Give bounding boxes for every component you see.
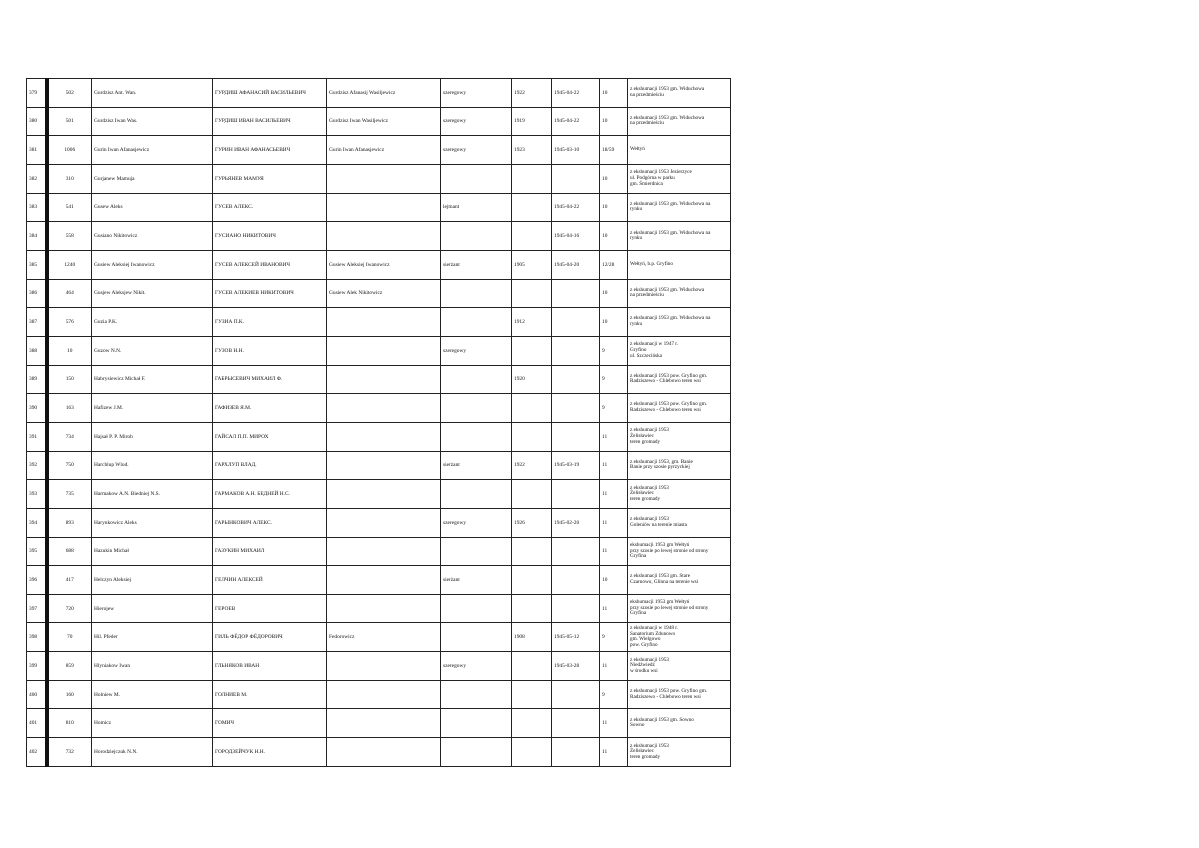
name-alternate-cell [327, 365, 441, 394]
name-alternate-cell [327, 537, 441, 566]
table-body [27, 79, 731, 767]
table-row [27, 422, 731, 451]
row-number-cell: 402 [27, 738, 47, 767]
rank-cell [441, 365, 512, 394]
name-cyrillic-cell: ГАЙСАЛ П.П. МИРОХ [213, 422, 327, 451]
rank-cell [441, 594, 512, 623]
section-cell: 9 [600, 365, 628, 394]
record-id-cell: 163 [47, 394, 92, 423]
name-polish-cell: Gusiano Nikitowicz [92, 222, 213, 251]
row-number-cell: 396 [27, 566, 47, 595]
name-polish-cell: Horodziejczuk N.N. [92, 738, 213, 767]
name-polish-cell: Guzia P.K. [92, 308, 213, 337]
name-polish-cell: Hil. Pfeder [92, 623, 213, 652]
record-id-cell: 417 [47, 566, 92, 595]
death-date-cell [552, 738, 600, 767]
rank-cell [441, 308, 512, 337]
name-cyrillic-cell: ГУРДИШ ИВАН ВАСИЛЬЕВИЧ [213, 107, 327, 136]
row-number-cell: 380 [27, 107, 47, 136]
death-date-cell [552, 566, 600, 595]
name-cyrillic-cell: ГУЗОВ Н.Н. [213, 336, 327, 365]
row-number-cell: 398 [27, 623, 47, 652]
table-row [27, 279, 731, 308]
death-date-cell [552, 422, 600, 451]
row-number-cell: 383 [27, 193, 47, 222]
rank-cell: szeregowy [441, 652, 512, 681]
rank-cell: lejtnant [441, 193, 512, 222]
name-cyrillic-cell: ГУРЬЯНЕВ МАМУЯ [213, 164, 327, 193]
name-polish-cell: Helczyn Aleksiej [92, 566, 213, 595]
row-number-cell: 379 [27, 79, 47, 108]
table-row [27, 222, 731, 251]
row-number-cell: 391 [27, 422, 47, 451]
rank-cell: szeregowy [441, 107, 512, 136]
section-cell: 11 [600, 738, 628, 767]
section-cell: 11 [600, 537, 628, 566]
birth-year-cell [512, 164, 552, 193]
death-date-cell [552, 308, 600, 337]
notes-cell: z ekshumacji 1953 Żelisławiec teren gromady [628, 480, 731, 509]
notes-cell: z ekshumacji 1953 Jezierzyce ul. Podgórna w parku gm. Śmierdnica [628, 164, 731, 193]
record-id-cell: 750 [47, 451, 92, 480]
name-polish-cell: Hafizew J.M. [92, 394, 213, 423]
name-polish-cell: Hierojew [92, 594, 213, 623]
name-cyrillic-cell: ГАФИЗЕВ Я.М. [213, 394, 327, 423]
record-id-cell: 735 [47, 480, 92, 509]
record-id-cell: 160 [47, 680, 92, 709]
section-cell: 9 [600, 623, 628, 652]
notes-cell: z ekshumacji 1953 gm. Sowno Sowno [628, 709, 731, 738]
notes-cell: z ekshumacji w 1948 r. Sanatorium Zdunowo gm. Wielgowo pow. Gryfino [628, 623, 731, 652]
name-alternate-cell [327, 222, 441, 251]
name-alternate-cell: Fedorowicz [327, 623, 441, 652]
birth-year-cell: 1922 [512, 451, 552, 480]
rank-cell [441, 738, 512, 767]
notes-cell: z ekshumacji 1953 gm. Widuchowa na przedmieściu [628, 279, 731, 308]
birth-year-cell: 1920 [512, 365, 552, 394]
name-alternate-cell: Gusiew Alek Nikitowicz [327, 279, 441, 308]
name-alternate-cell [327, 566, 441, 595]
record-id-cell: 893 [47, 508, 92, 537]
section-cell: 10 [600, 107, 628, 136]
death-date-cell [552, 480, 600, 509]
notes-cell: z ekshumacji 1953 gm. Widuchowa na rynku [628, 308, 731, 337]
name-cyrillic-cell: ГУРДИШ АФАНАСИЙ ВАСИЛЬЕВИЧ [213, 79, 327, 108]
section-cell: 10 [600, 79, 628, 108]
table-row [27, 680, 731, 709]
record-id-cell: 10 [47, 336, 92, 365]
record-id-cell: 150 [47, 365, 92, 394]
birth-year-cell [512, 480, 552, 509]
record-id-cell: 541 [47, 193, 92, 222]
name-alternate-cell [327, 738, 441, 767]
rank-cell: szeregowy [441, 336, 512, 365]
name-alternate-cell [327, 394, 441, 423]
name-alternate-cell: Gusiew Aleksiej Iwanowicz [327, 250, 441, 279]
row-number-cell: 387 [27, 308, 47, 337]
notes-cell: z ekshumacji 1953 pow. Gryfino gm. Radziszewo - Chlebowo teren wsi [628, 365, 731, 394]
rank-cell [441, 422, 512, 451]
birth-year-cell: 1926 [512, 508, 552, 537]
section-cell: 11 [600, 508, 628, 537]
name-cyrillic-cell: ГОЛНИЕВ М. [213, 680, 327, 709]
row-number-cell: 392 [27, 451, 47, 480]
name-cyrillic-cell: ГЕРОЕВ [213, 594, 327, 623]
name-polish-cell: Gurjanew Mamuja [92, 164, 213, 193]
rank-cell [441, 709, 512, 738]
section-cell: 10 [600, 308, 628, 337]
record-id-cell: 1006 [47, 136, 92, 165]
name-polish-cell: Hlyniakow Iwan [92, 652, 213, 681]
row-number-cell: 389 [27, 365, 47, 394]
rank-cell [441, 537, 512, 566]
notes-cell: z ekshumacji 1953 Żelisławiec teren gromady [628, 738, 731, 767]
death-date-cell: 1945-03-10 [552, 136, 600, 165]
death-date-cell: 1945-04-20 [552, 250, 600, 279]
row-number-cell: 388 [27, 336, 47, 365]
section-cell: 9 [600, 680, 628, 709]
name-polish-cell: Gurdzisz Ant. Wan. [92, 79, 213, 108]
table-row [27, 164, 731, 193]
notes-cell: z ekshumacji 1953 gm. Widuchowa na rynku [628, 222, 731, 251]
name-alternate-cell: Gurdzisz Iwan Wasiljewicz [327, 107, 441, 136]
record-id-cell: 720 [47, 594, 92, 623]
row-number-cell: 393 [27, 480, 47, 509]
row-number-cell: 394 [27, 508, 47, 537]
death-date-cell: 1945-04-22 [552, 79, 600, 108]
rank-cell [441, 164, 512, 193]
birth-year-cell [512, 566, 552, 595]
name-alternate-cell [327, 652, 441, 681]
name-alternate-cell [327, 709, 441, 738]
death-date-cell: 1945-03-28 [552, 652, 600, 681]
rank-cell [441, 480, 512, 509]
rank-cell: szeregowy [441, 508, 512, 537]
table-row [27, 394, 731, 423]
birth-year-cell: 1923 [512, 136, 552, 165]
birth-year-cell [512, 652, 552, 681]
rank-cell [441, 222, 512, 251]
name-alternate-cell [327, 336, 441, 365]
record-id-cell: 1240 [47, 250, 92, 279]
burial-register-table [26, 78, 731, 767]
name-cyrillic-cell: ГОМИЧ [213, 709, 327, 738]
name-polish-cell: Gusew Aleks [92, 193, 213, 222]
notes-cell: z ekshumacji 1953 Goleniów na terenie miasta [628, 508, 731, 537]
notes-cell: z ekshumacji 1953, gm. Banie Banie przy szosie pyrzyckiej [628, 451, 731, 480]
notes-cell: z ekshumacji 1953 pow. Gryfino gm. Radziszewo - Chlebowo teren wsi [628, 394, 731, 423]
birth-year-cell [512, 709, 552, 738]
name-polish-cell: Harchlup Wlod. [92, 451, 213, 480]
notes-cell: Wełtyń [628, 136, 731, 165]
record-id-cell: 734 [47, 422, 92, 451]
name-polish-cell: Harmakow A.N. Biedniej N.S. [92, 480, 213, 509]
birth-year-cell [512, 193, 552, 222]
record-id-cell: 810 [47, 709, 92, 738]
rank-cell [441, 394, 512, 423]
death-date-cell [552, 365, 600, 394]
death-date-cell [552, 537, 600, 566]
section-cell: 9 [600, 336, 628, 365]
name-alternate-cell: Gurin Iwan Afanasjewicz [327, 136, 441, 165]
record-id-cell: 310 [47, 164, 92, 193]
name-cyrillic-cell: ГАБРЫСЕВИЧ МИХАИЛ Ф. [213, 365, 327, 394]
section-cell: 10 [600, 222, 628, 251]
birth-year-cell: 1922 [512, 79, 552, 108]
record-id-cell: 501 [47, 107, 92, 136]
rank-cell [441, 623, 512, 652]
rank-cell: szeregowy [441, 79, 512, 108]
name-polish-cell: Holniew M. [92, 680, 213, 709]
record-id-cell: 70 [47, 623, 92, 652]
name-polish-cell: Gusiew Aleksiej Iwanowicz [92, 250, 213, 279]
name-polish-cell: Gurdzisz Iwan Was. [92, 107, 213, 136]
name-cyrillic-cell: ГУСЕВ АЛЕКС. [213, 193, 327, 222]
notes-cell: ekshumacji 1953 gm Wełtyń przy szosie po lewej stronie od strony Gryfina [628, 537, 731, 566]
death-date-cell: 1945-03-19 [552, 451, 600, 480]
notes-cell: z ekshumacji w 1947 r. Gryfino ul. Szczecińska [628, 336, 731, 365]
name-cyrillic-cell: ГИЛЬ ФЁДОР ФЁДОРОВИЧ [213, 623, 327, 652]
notes-cell: Wełtyń, b.p. Gryfino [628, 250, 731, 279]
rank-cell [441, 680, 512, 709]
name-polish-cell: Harynkowicz Aleks [92, 508, 213, 537]
table-row [27, 136, 731, 165]
birth-year-cell [512, 680, 552, 709]
name-cyrillic-cell: ГАЗУКИН МИХАИЛ [213, 537, 327, 566]
record-id-cell: 732 [47, 738, 92, 767]
name-polish-cell: Gurin Iwan Afanasjewicz [92, 136, 213, 165]
name-cyrillic-cell: ГУСИАНО НИКИТОВИЧ [213, 222, 327, 251]
name-alternate-cell [327, 193, 441, 222]
name-cyrillic-cell: ГУСЕВ АЛЕКИЕВ НИКИТОВИЧ [213, 279, 327, 308]
name-alternate-cell [327, 164, 441, 193]
row-number-cell: 390 [27, 394, 47, 423]
notes-cell: z ekshumacji 1953 Żelisławiec teren gromady [628, 422, 731, 451]
section-cell: 10 [600, 566, 628, 595]
row-number-cell: 399 [27, 652, 47, 681]
table-row [27, 738, 731, 767]
notes-cell: z ekshumacji 1953 gm. Widuchowa na rynku [628, 193, 731, 222]
table-row [27, 107, 731, 136]
table-row [27, 623, 731, 652]
row-number-cell: 382 [27, 164, 47, 193]
table-row [27, 480, 731, 509]
birth-year-cell [512, 594, 552, 623]
death-date-cell: 1945-05-12 [552, 623, 600, 652]
notes-cell: z ekshumacji 1953 pow. Gryfino gm. Radziszewo - Chlebowo teren wsi [628, 680, 731, 709]
death-date-cell: 1945-04-22 [552, 107, 600, 136]
notes-cell: z ekshumacji 1953 gm. Widuchowa na przedmieściu [628, 79, 731, 108]
row-number-cell: 400 [27, 680, 47, 709]
section-cell: 18/59 [600, 136, 628, 165]
section-cell: 11 [600, 709, 628, 738]
name-cyrillic-cell: ГУЗИА П.К. [213, 308, 327, 337]
name-cyrillic-cell: ГОРОДЗЕЙЧУК Н.Н. [213, 738, 327, 767]
record-id-cell: 859 [47, 652, 92, 681]
record-id-cell: 688 [47, 537, 92, 566]
section-cell: 12/28 [600, 250, 628, 279]
name-cyrillic-cell: ГУРИН ИВАН АФАНАСЬЕВИЧ [213, 136, 327, 165]
death-date-cell [552, 709, 600, 738]
name-cyrillic-cell: ГЛЬНЯКОВ ИВАН [213, 652, 327, 681]
name-alternate-cell [327, 480, 441, 509]
death-date-cell [552, 394, 600, 423]
section-cell: 10 [600, 193, 628, 222]
section-cell: 11 [600, 451, 628, 480]
birth-year-cell [512, 279, 552, 308]
section-cell: 11 [600, 480, 628, 509]
name-alternate-cell [327, 451, 441, 480]
table-row [27, 365, 731, 394]
record-id-cell: 502 [47, 79, 92, 108]
row-number-cell: 385 [27, 250, 47, 279]
name-polish-cell: Homicz [92, 709, 213, 738]
birth-year-cell: 1905 [512, 250, 552, 279]
notes-cell: z ekshumacji 1953 gm. Widuchowa na przedmieściu [628, 107, 731, 136]
name-alternate-cell: Gurdzisz Afanasij Wasiljewicz [327, 79, 441, 108]
section-cell: 10 [600, 279, 628, 308]
rank-cell: sierżant [441, 566, 512, 595]
table-row [27, 652, 731, 681]
death-date-cell: 1945-04-16 [552, 222, 600, 251]
table-row [27, 451, 731, 480]
rank-cell: sierżant [441, 451, 512, 480]
name-alternate-cell [327, 680, 441, 709]
table-row [27, 594, 731, 623]
section-cell: 11 [600, 652, 628, 681]
name-alternate-cell [327, 594, 441, 623]
notes-cell: ekshumacji 1953 gm Wełtyń przy szosie po lewej stronie od strony Gryfina [628, 594, 731, 623]
table-row [27, 250, 731, 279]
name-cyrillic-cell: ГАРЫНКОВИЧ АЛЕКС. [213, 508, 327, 537]
death-date-cell [552, 336, 600, 365]
death-date-cell: 1945-04-22 [552, 193, 600, 222]
birth-year-cell [512, 537, 552, 566]
notes-cell: z ekshumacji 1953 gm. Stare Czarnowo, Glinna na terenie wsi [628, 566, 731, 595]
row-number-cell: 384 [27, 222, 47, 251]
name-polish-cell: Hazukin Michał [92, 537, 213, 566]
table-row [27, 566, 731, 595]
death-date-cell [552, 164, 600, 193]
death-date-cell: 1945-02-20 [552, 508, 600, 537]
birth-year-cell [512, 394, 552, 423]
table-row [27, 308, 731, 337]
row-number-cell: 386 [27, 279, 47, 308]
row-number-cell: 395 [27, 537, 47, 566]
name-alternate-cell [327, 422, 441, 451]
name-polish-cell: Hajsał P. P. Mirob [92, 422, 213, 451]
section-cell: 10 [600, 164, 628, 193]
name-polish-cell: Gusjew Aleksjew Nikit. [92, 279, 213, 308]
notes-cell: z ekshumacji 1953 Niedźwiedź w środku wsi [628, 652, 731, 681]
section-cell: 9 [600, 394, 628, 423]
row-number-cell: 401 [27, 709, 47, 738]
name-cyrillic-cell: ГАРМАКОВ А.Н. БЕДНЕЙ Н.С. [213, 480, 327, 509]
death-date-cell [552, 680, 600, 709]
table-row [27, 79, 731, 108]
birth-year-cell [512, 422, 552, 451]
rank-cell: szeregowy [441, 136, 512, 165]
rank-cell [441, 279, 512, 308]
birth-year-cell: 1908 [512, 623, 552, 652]
name-cyrillic-cell: ГЕЛЧИН АЛЕКСЕЙ [213, 566, 327, 595]
birth-year-cell [512, 738, 552, 767]
name-alternate-cell [327, 308, 441, 337]
rank-cell: sierżant [441, 250, 512, 279]
section-cell: 11 [600, 422, 628, 451]
section-cell: 11 [600, 594, 628, 623]
birth-year-cell: 1919 [512, 107, 552, 136]
name-polish-cell: Habrysiewicz Michał F. [92, 365, 213, 394]
table-row [27, 193, 731, 222]
birth-year-cell [512, 336, 552, 365]
table-row [27, 537, 731, 566]
row-number-cell: 397 [27, 594, 47, 623]
table-row [27, 336, 731, 365]
name-cyrillic-cell: ГУСЕВ АЛЕКСЕЙ ИВАНОВИЧ [213, 250, 327, 279]
record-id-cell: 558 [47, 222, 92, 251]
name-alternate-cell [327, 508, 441, 537]
birth-year-cell [512, 222, 552, 251]
row-number-cell: 381 [27, 136, 47, 165]
death-date-cell [552, 279, 600, 308]
name-cyrillic-cell: ГАРХЛУП ВЛАД. [213, 451, 327, 480]
birth-year-cell: 1912 [512, 308, 552, 337]
death-date-cell [552, 594, 600, 623]
table-row [27, 508, 731, 537]
table-row [27, 709, 731, 738]
name-polish-cell: Guzow N.N. [92, 336, 213, 365]
record-id-cell: 464 [47, 279, 92, 308]
record-id-cell: 576 [47, 308, 92, 337]
